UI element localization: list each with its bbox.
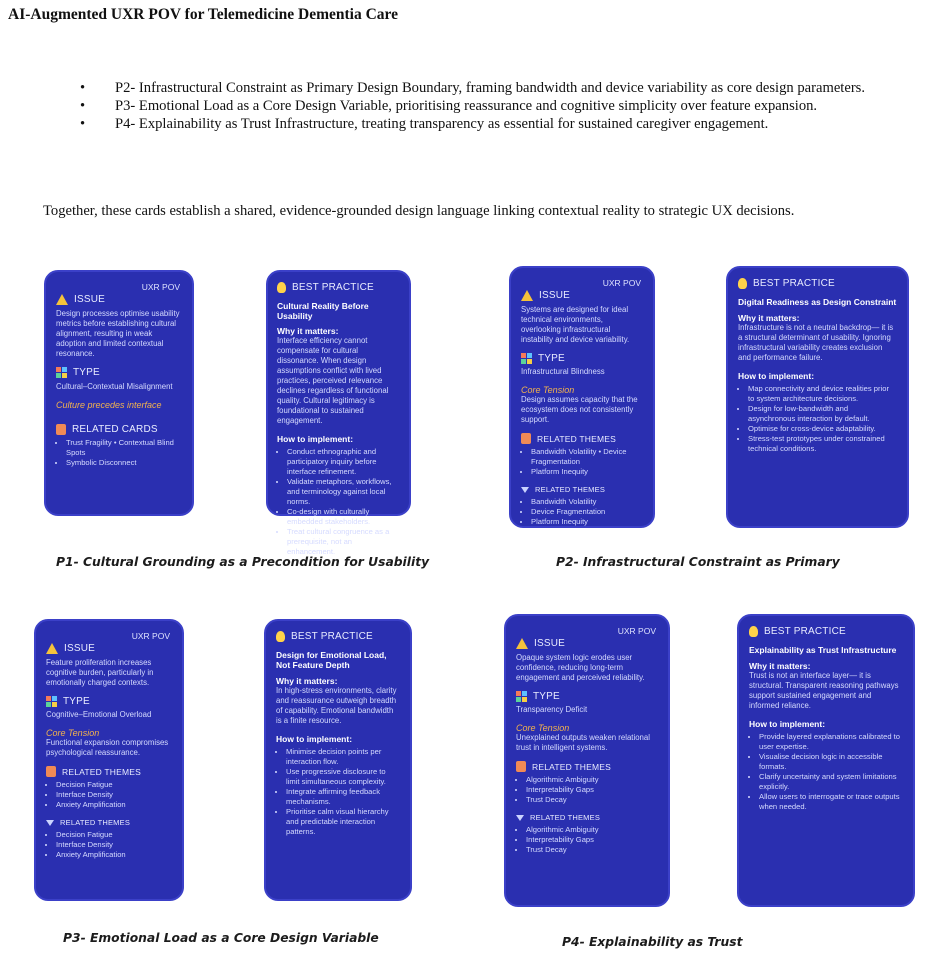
tension-text: Unexplained outputs weaken relational trust in intelligent systems. bbox=[516, 733, 650, 752]
issue-label: ISSUE bbox=[74, 294, 106, 305]
themes-icon bbox=[46, 766, 56, 777]
issue-text: Feature proliferation increases cognitive burden, particularly in emotionally charged contexts. bbox=[46, 658, 154, 687]
warning-icon bbox=[521, 290, 533, 301]
list-item: • Bandwidth Volatility • Device Fragmentation bbox=[531, 447, 643, 467]
list-item: • Optimise for cross-device adaptability. bbox=[748, 424, 897, 434]
list-item: • Algorithmic Ambiguity bbox=[526, 825, 658, 835]
p1-best-practice-card bbox=[266, 270, 411, 556]
related-label: RELATED CARDS bbox=[72, 424, 158, 435]
why-label: Why it matters: bbox=[738, 313, 800, 323]
pov-label: UXR POV bbox=[131, 631, 170, 641]
tension-text: Culture precedes interface bbox=[56, 400, 162, 410]
themes-label: RELATED THEMES bbox=[62, 766, 142, 777]
summary-paragraph: Together, these cards establish a shared, evidence-grounded design language linking contextual reality to strategic UX decisions. bbox=[43, 203, 795, 219]
how-label: How to implement: bbox=[738, 371, 815, 381]
list-item: • Trust Decay bbox=[526, 845, 658, 855]
p2-pov-card bbox=[509, 266, 655, 528]
how-list bbox=[738, 384, 897, 454]
caption-p1: P1- Cultural Grounding as a Precondition for Usability bbox=[56, 555, 430, 569]
list-item: • Interpretability Gaps bbox=[526, 785, 658, 795]
list-item: • Co-design with culturally embedded stakeholders. bbox=[287, 507, 400, 527]
issue-text: Opaque system logic erodes user confidence, reducing long-term engagement and perceived reliability. bbox=[516, 653, 645, 682]
list-item: • Stress-test prototypes under constrained technical conditions. bbox=[748, 434, 897, 454]
how-label: How to implement: bbox=[276, 734, 353, 744]
tension-label: Core Tension bbox=[46, 728, 100, 738]
bullet-item: • P2- Infrastructural Constraint as Primary Design Boundary, framing bandwidth and device variability as core design parameters. bbox=[80, 79, 910, 97]
card-heading: Design for Emotional Load, Not Feature Depth bbox=[276, 650, 387, 670]
themes-label: RELATED THEMES bbox=[537, 433, 617, 444]
themes-label: RELATED THEMES bbox=[532, 761, 612, 772]
list-item: • Platform Inequity bbox=[531, 467, 643, 477]
tension-text: Functional expansion compromises psychological reassurance. bbox=[46, 738, 169, 757]
list-item: • Trust Decay bbox=[526, 795, 658, 805]
p3-best-practice-card bbox=[264, 619, 412, 901]
p4-best-practice-card bbox=[737, 614, 915, 907]
list-item: • Device Fragmentation bbox=[531, 507, 643, 517]
caption-p3: P3- Emotional Load as a Core Design Variable bbox=[63, 931, 379, 945]
tension-label: Core Tension bbox=[521, 385, 575, 395]
list-item: • Algorithmic Ambiguity bbox=[526, 775, 658, 785]
p3-pov-card bbox=[34, 619, 184, 901]
why-label: Why it matters: bbox=[749, 661, 811, 671]
list-item: • Visualise decision logic in accessible formats. bbox=[759, 752, 903, 772]
list-item: • Interface Density bbox=[56, 840, 172, 850]
list-item: • Integrate affirming feedback mechanisms. bbox=[286, 787, 400, 807]
list-item: • Validate metaphors, workflows, and terminology against local norms. bbox=[287, 477, 400, 507]
list-item: • Provide layered explanations calibrated to user expertise. bbox=[759, 732, 903, 752]
issue-text: Design processes optimise usability metrics before establishing cultural alignment, resulting in weak adoption and limited contextual resonance. bbox=[56, 309, 180, 358]
type-value: Cultural–Contextual Misalignment bbox=[56, 382, 173, 391]
list-item: • Design for low-bandwidth and asynchronous interaction by default. bbox=[748, 404, 897, 424]
type-label: TYPE bbox=[63, 696, 90, 707]
issue-label: ISSUE bbox=[539, 290, 571, 301]
type-icon bbox=[46, 696, 57, 707]
list-item: • Interpretability Gaps bbox=[526, 835, 658, 845]
best-practice-label: BEST PRACTICE bbox=[753, 278, 835, 289]
themes2-list bbox=[521, 497, 643, 527]
best-practice-label: BEST PRACTICE bbox=[292, 282, 374, 293]
p1-pov-card bbox=[44, 270, 194, 516]
why-label: Why it matters: bbox=[276, 676, 338, 686]
list-item: • Treat cultural congruence as a prerequisite, not an enhancement. bbox=[287, 527, 400, 557]
why-text: In high-stress environments, clarity and reassurance outweigh breadth of capability. Emotional bandwidth is a finite resource. bbox=[276, 686, 397, 725]
lightbulb-icon bbox=[749, 626, 758, 637]
type-value: Cognitive–Emotional Overload bbox=[46, 710, 152, 719]
type-value: Infrastructural Blindness bbox=[521, 367, 605, 376]
issue-label: ISSUE bbox=[64, 643, 96, 654]
themes-list bbox=[46, 780, 172, 810]
list-item: • Clarify uncertainty and system limitations explicitly. bbox=[759, 772, 903, 792]
list-item: • Minimise decision points per interaction flow. bbox=[286, 747, 400, 767]
type-icon bbox=[516, 691, 527, 702]
list-item: • Anxiety Amplification bbox=[56, 850, 172, 860]
bullet-item: • P3- Emotional Load as a Core Design Variable, prioritising reassurance and cognitive simplicity over feature expansion. bbox=[80, 97, 910, 115]
list-item: • Symbolic Disconnect bbox=[66, 458, 182, 468]
warning-icon bbox=[516, 638, 528, 649]
bullet-item: • P4- Explainability as Trust Infrastructure, treating transparency as essential for sustained caregiver engagement. bbox=[80, 115, 910, 133]
page-title: AI-Augmented UXR POV for Telemedicine Dementia Care bbox=[8, 6, 399, 23]
card-heading: Cultural Reality Before Usability bbox=[277, 301, 369, 321]
list-item: • Decision Fatigue bbox=[56, 830, 172, 840]
related-list bbox=[56, 438, 182, 468]
why-text: Interface efficiency cannot compensate for cultural dissonance. When design assumptions conflict with lived practices, perceived relevance declines regardless of functional quality. Cultural legitimacy is foundational to sustained engagement. bbox=[277, 336, 389, 425]
cards-icon bbox=[56, 424, 66, 435]
caption-p4: P4- Explainability as Trust bbox=[562, 935, 743, 949]
type-icon bbox=[521, 353, 532, 364]
p4-pov-card bbox=[504, 614, 670, 907]
warning-icon bbox=[46, 643, 58, 654]
why-text: Infrastructure is not a neutral backdrop— it is a structural determinant of usability. Ignoring infrastructural variability creates exclusion and performance failure. bbox=[738, 323, 894, 362]
tension-label: Core Tension bbox=[516, 723, 570, 733]
card-heading: Digital Readiness as Design Constraint bbox=[738, 297, 897, 307]
how-list bbox=[749, 732, 903, 812]
list-item: • Prioritise calm visual hierarchy and predictable interaction patterns. bbox=[286, 807, 400, 837]
themes-icon bbox=[521, 433, 531, 444]
list-item: • Bandwidth Volatility bbox=[531, 497, 643, 507]
how-label: How to implement: bbox=[749, 719, 826, 729]
pov-label: UXR POV bbox=[141, 282, 180, 292]
list-item: • Conduct ethnographic and participatory inquiry before interface refinement. bbox=[287, 447, 400, 477]
how-label: How to implement: bbox=[277, 434, 354, 444]
why-text: Trust is not an interface layer— it is structural. Transparent reasoning pathways support sustained engagement and informed reliance. bbox=[749, 671, 899, 710]
tension-text: Design assumes capacity that the ecosystem does not consistently support. bbox=[521, 395, 638, 424]
lightbulb-icon bbox=[738, 278, 747, 289]
best-practice-label: BEST PRACTICE bbox=[764, 626, 846, 637]
chevron-down-icon bbox=[46, 820, 54, 826]
list-item: • Anxiety Amplification bbox=[56, 800, 172, 810]
bullet-list bbox=[80, 79, 910, 133]
list-item: • Decision Fatigue bbox=[56, 780, 172, 790]
caption-p2: P2- Infrastructural Constraint as Primary bbox=[556, 555, 840, 569]
themes2-label: RELATED THEMES bbox=[60, 818, 131, 827]
type-value: Transparency Deficit bbox=[516, 705, 588, 714]
list-item: • Trust Fragility • Contextual Blind Spots bbox=[66, 438, 182, 458]
list-item: • Platform Inequity bbox=[531, 517, 643, 527]
list-item: • Map connectivity and device realities prior to system architecture decisions. bbox=[748, 384, 897, 404]
type-label: TYPE bbox=[533, 691, 560, 702]
p2-best-practice-card bbox=[726, 266, 909, 528]
themes-icon bbox=[516, 761, 526, 772]
list-item: • Use progressive disclosure to limit simultaneous complexity. bbox=[286, 767, 400, 787]
lightbulb-icon bbox=[276, 631, 285, 642]
why-label: Why it matters: bbox=[277, 326, 339, 336]
how-list bbox=[276, 747, 400, 837]
issue-text: Systems are designed for ideal technical environments, overlooking infrastructural instability and device variability. bbox=[521, 305, 630, 344]
warning-icon bbox=[56, 294, 68, 305]
list-item: • Allow users to interrogate or trace outputs when needed. bbox=[759, 792, 903, 812]
themes2-label: RELATED THEMES bbox=[530, 813, 601, 822]
themes2-list bbox=[516, 825, 658, 855]
type-label: TYPE bbox=[538, 353, 565, 364]
type-icon bbox=[56, 367, 67, 378]
lightbulb-icon bbox=[277, 282, 286, 293]
pov-label: UXR POV bbox=[602, 278, 641, 288]
issue-label: ISSUE bbox=[534, 638, 566, 649]
themes-list bbox=[516, 775, 658, 805]
type-label: TYPE bbox=[73, 367, 100, 378]
chevron-down-icon bbox=[521, 487, 529, 493]
list-item: • Interface Density bbox=[56, 790, 172, 800]
best-practice-label: BEST PRACTICE bbox=[291, 631, 373, 642]
card-heading: Explainability as Trust Infrastructure bbox=[749, 645, 897, 655]
chevron-down-icon bbox=[516, 815, 524, 821]
how-list bbox=[277, 447, 400, 557]
pov-label: UXR POV bbox=[617, 626, 656, 636]
themes-list bbox=[521, 447, 643, 477]
themes2-list bbox=[46, 830, 172, 860]
themes2-label: RELATED THEMES bbox=[535, 485, 606, 494]
